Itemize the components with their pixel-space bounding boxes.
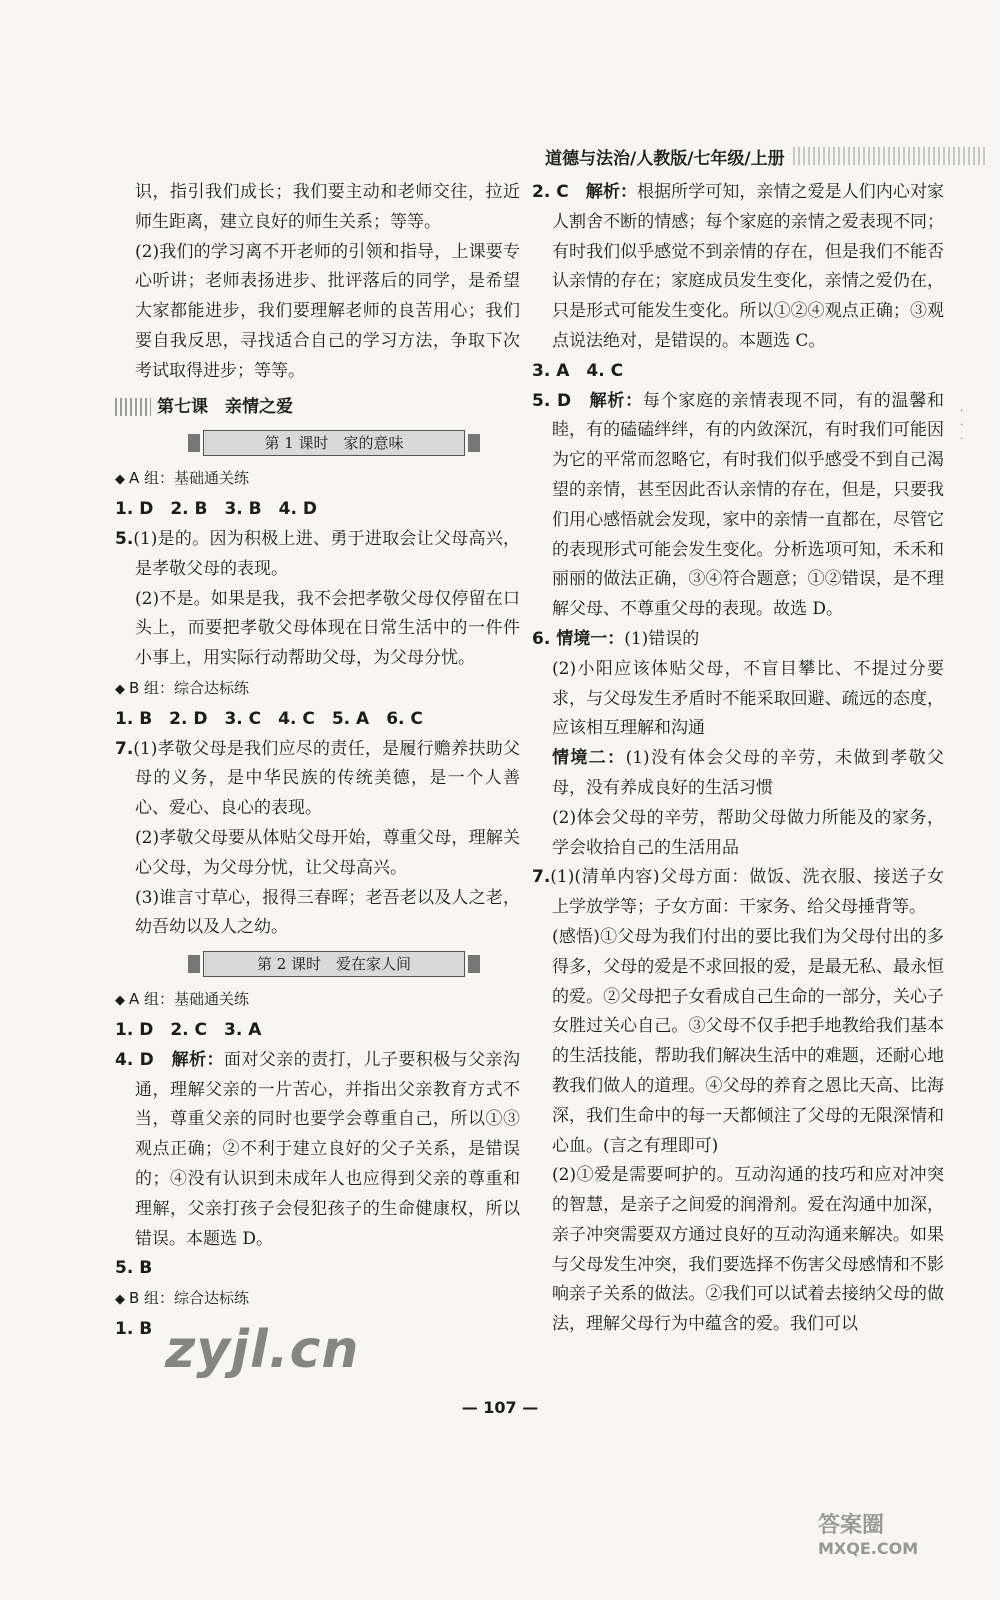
diamond-icon: ◆ xyxy=(115,1292,125,1308)
paragraph: (2)孝敬父母要从体贴父母开始，尊重父母，理解关心父母，为父母分忧，让父母高兴。 xyxy=(135,827,520,878)
answer-line: 1. D 2. C 3. A xyxy=(115,1019,262,1040)
answer-line: 5. B xyxy=(115,1258,153,1279)
right-column xyxy=(532,178,944,1340)
answer-line: 1. D 2. B 3. B 4. D xyxy=(115,499,317,520)
paragraph: (3)谁言寸草心，报得三春晖；老吾老以及人之老，幼吾幼以及人之幼。 xyxy=(135,887,520,938)
period-banner: 第 1 课时 家的意味 xyxy=(203,430,465,456)
answer-item: 4. D 解析：面对父亲的责打，儿子要积极与父亲沟通，理解父亲的一片苦心，并指出父亲教育方式不当，尊重父亲的同时也要学会尊重自己，所以①③观点正确；②不利于建立良好的父子关系，是错误的；④没有认识到未成年人也应得到父亲的尊重和理解，父亲打孩子会侵犯孩子的生命健康权，所以错误。本题选 D。 xyxy=(115,1049,521,1249)
answer-item: 7.(1)孝敬父母是我们应尽的责任，是履行赡养扶助父母的义务，是中华民族的传统美德，是一个人善心、爱心、良心的表现。 xyxy=(115,738,520,819)
page-number: — 107 — xyxy=(461,1398,539,1417)
lesson-title: 第七课 亲情之爱 xyxy=(157,396,293,417)
diamond-icon: ◆ xyxy=(115,681,125,697)
watermark: zyjl.cn xyxy=(165,1320,360,1380)
paragraph: (2)不是。如果是我，我不会把孝敬父母仅停留在口头上，而要把孝敬父母体现在日常生活中的一件件小事上，用实际行动帮助父母，为父母分忧。 xyxy=(135,588,520,669)
paragraph: 情境二：(1)没有体会父母的辛劳，未做到孝敬父母，没有养成良好的生活习惯 xyxy=(552,748,944,798)
diamond-icon: ◆ xyxy=(115,993,125,1009)
paragraph: (2)我们的学习离不开老师的引领和指导，上课要专心听讲；老师表扬进步、批评落后的同学，是希望大家都能进步，我们要理解老师的良苦用心；我们要自我反思，寻找适合自己的学习方法，争取下次考试取得进步；等等。 xyxy=(135,241,520,381)
period-banner: 第 2 课时 爱在家人间 xyxy=(203,951,465,977)
lesson-heading xyxy=(115,393,520,423)
group-heading: ◆ A 组：基础通关练 xyxy=(115,469,250,488)
answer-line: 3. A 4. C xyxy=(532,360,624,381)
logo-url: MXQE.COM xyxy=(818,1539,919,1558)
group-heading: ◆ A 组：基础通关练 xyxy=(115,990,250,1009)
answer-line: 1. B 2. D 3. C 4. C 5. A 6. C xyxy=(115,708,423,729)
answer-line: 1. B xyxy=(115,1318,153,1339)
logo-text: 答案圈 xyxy=(818,1513,885,1538)
answer-item: 2. C 解析：根据所学可知，亲情之爱是人们内心对家人割舍不断的情感；每个家庭的亲情之爱表现不同；有时我们似乎感觉不到亲情的存在，但是我们不能否认亲情的存在；家庭成员发生变化，亲情之爱仍在，只是形式可能发生变化。所以①②④观点正确；③观点说法绝对，是错误的。本题选 C。 xyxy=(532,182,945,351)
header-title: 道德与法治/人教版/七年级/上册 xyxy=(545,148,785,169)
answer-item: 5. D 解析：每个家庭的亲情表现不同，有的温馨和睦，有的磕磕绊绊，有的内敛深沉，有时我们可能因为它的平常而忽略它，有时我们似乎感受不到自己渴望的亲情，甚至因此否认亲情的存在，但是，只要我们用心感悟就会发现，家中的亲情一直都在，尽管它的表现形式可能会发生变化。分析选项可知，禾禾和丽丽的做法正确，③④符合题意；①②错误，是不理解父母、不尊重父母的表现。故选 D。 xyxy=(532,390,944,620)
group-heading: ◆ B 组：综合达标练 xyxy=(115,1289,250,1308)
left-column xyxy=(115,178,520,1345)
paragraph: (2)小阳应该体贴父母，不盲目攀比、不提过分要求，与父母发生矛盾时不能采取回避、疏远的态度，应该相互理解和沟通 xyxy=(552,658,944,739)
header-decoration xyxy=(793,147,985,165)
paragraph: (2)体会父母的辛劳，帮助父母做力所能及的家务，学会收拾自己的生活用品 xyxy=(552,807,944,858)
running-header xyxy=(545,142,985,170)
corner-logo xyxy=(818,1508,983,1593)
answer-item: 6. 情境一：(1)错误的 xyxy=(532,628,700,649)
answer-item: 7.(1)(清单内容)父母方面：做饭、洗衣服、接送子女上学放学等；子女方面：干家务、给父母捶背等。 xyxy=(532,867,944,918)
answer-item: 5.(1)是的。因为积极上进、勇于进取会让父母高兴，是孝敬父母的表现。 xyxy=(115,528,520,579)
paragraph: (2)①爱是需要呵护的。互动沟通的技巧和应对冲突的智慧，是亲子之间爱的润滑剂。爱在沟通中加深，亲子冲突需要双方通过良好的互动沟通来解决。如果与父母发生冲突，我们要选择不伤害父母感情和不影响亲子关系的做法。②我们可以试着去接纳父母的做法，理解父母行为中蕴含的爱。我们可以 xyxy=(552,1165,944,1335)
group-heading: ◆ B 组：综合达标练 xyxy=(115,678,250,697)
paragraph: 识，指引我们成长；我们要主动和老师交往，拉近师生距离，建立良好的师生关系；等等。 xyxy=(135,182,520,232)
lesson-mark-icon xyxy=(115,398,151,416)
diamond-icon: ◆ xyxy=(115,472,125,488)
margin-dots: · · · xyxy=(960,406,964,445)
paragraph: (感悟)①父母为我们付出的要比我们为父母付出的多得多，父母的爱是不求回报的爱，是最无私、最永恒的爱。②父母把子女看成自己生命的一部分，关心子女胜过关心自己。③父母不仅手把手地教给我们基本的生活技能，帮助我们解决生活中的难题，还耐心地教我们做人的道理。④父母的养育之恩比天高、比海深，我们生命中的每一天都倾注了父母的无限深情和心血。(言之有理即可) xyxy=(552,926,944,1156)
